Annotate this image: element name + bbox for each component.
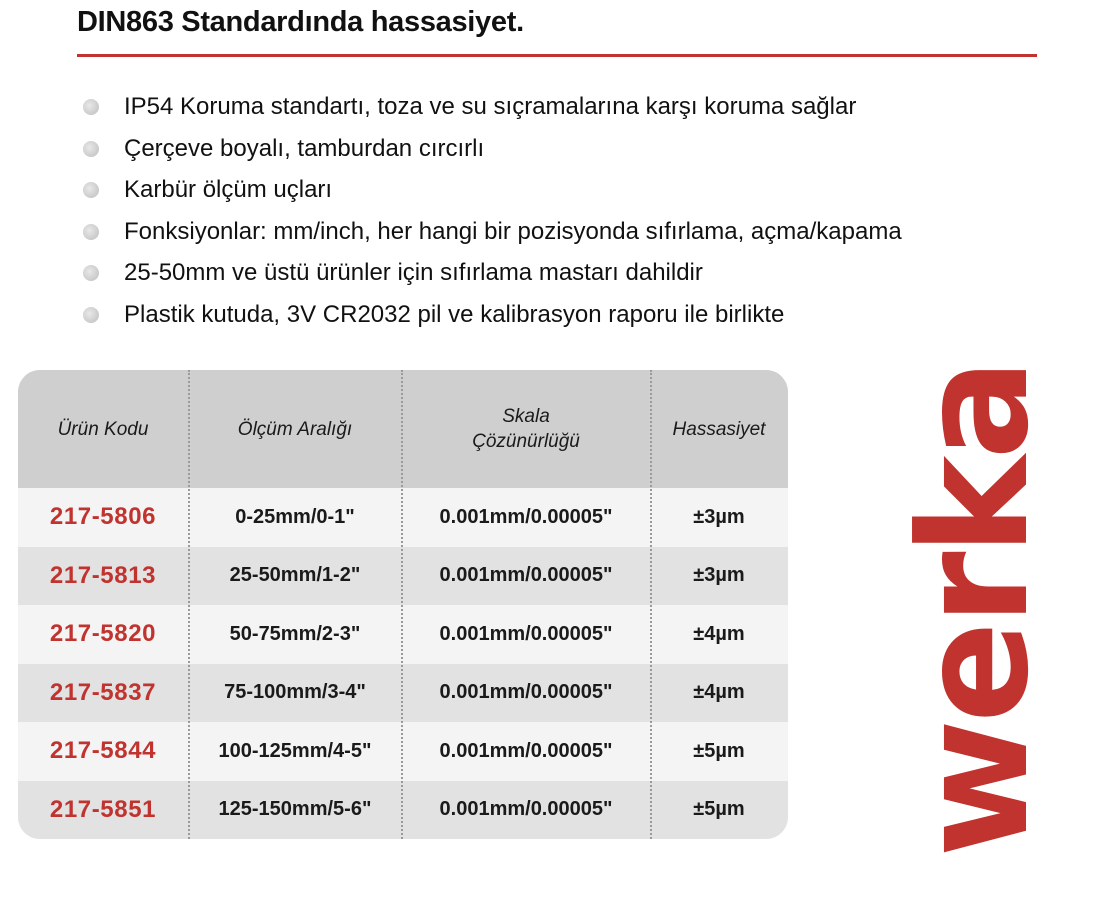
bullet-icon	[83, 224, 99, 240]
product-code: 217-5820	[49, 620, 157, 648]
feature-item	[80, 169, 902, 211]
accuracy: ±4µm	[693, 681, 745, 704]
product-code: 217-5813	[49, 561, 157, 589]
table-row	[18, 781, 788, 840]
feature-text: Karbür ölçüm uçları	[124, 176, 333, 203]
resolution-header-line1: Skala	[502, 406, 550, 427]
accuracy: ±3µm	[693, 564, 745, 587]
table-header	[18, 370, 788, 488]
feature-text: IP54 Koruma standartı, toza ve su sıçramalarına karşı koruma sağlar	[124, 93, 857, 120]
table-row	[18, 664, 788, 723]
bullet-icon	[83, 265, 99, 281]
feature-item	[80, 252, 902, 294]
measuring-range: 100-125mm/4-5"	[218, 739, 372, 762]
scale-resolution: 0.001mm/0.00005"	[439, 681, 613, 704]
measuring-range: 125-150mm/5-6"	[218, 798, 372, 821]
feature-item	[80, 211, 902, 253]
measuring-range: 50-75mm/2-3"	[229, 622, 361, 645]
column-header-range: Ölçüm Aralığı	[237, 418, 353, 440]
measuring-range: 0-25mm/0-1"	[235, 505, 355, 528]
product-code: 217-5851	[49, 795, 157, 823]
scale-resolution: 0.001mm/0.00005"	[439, 739, 613, 762]
column-header-accuracy: Hassasiyet	[672, 418, 766, 440]
scale-resolution: 0.001mm/0.00005"	[439, 564, 613, 587]
product-code: 217-5837	[49, 678, 157, 706]
feature-text: 25-50mm ve üstü ürünler için sıfırlama mastarı dahildir	[124, 259, 703, 286]
column-divider	[188, 370, 190, 839]
measuring-range: 25-50mm/1-2"	[229, 564, 361, 587]
table-row	[18, 547, 788, 606]
feature-text: Fonksiyonlar: mm/inch, her hangi bir pozisyonda sıfırlama, açma/kapama	[124, 217, 902, 245]
column-divider	[401, 370, 403, 839]
page-title: DIN863 Standardında hassasiyet.	[77, 6, 524, 38]
scale-resolution: 0.001mm/0.00005"	[439, 505, 613, 528]
brand-wordmark: werka	[888, 362, 1062, 858]
feature-text: Çerçeve boyalı, tamburdan cırcırlı	[124, 134, 485, 162]
product-code: 217-5844	[49, 737, 157, 765]
feature-text: Plastik kutuda, 3V CR2032 pil ve kalibrasyon raporu ile birlikte	[124, 300, 785, 328]
bullet-icon	[83, 182, 99, 198]
scale-resolution: 0.001mm/0.00005"	[439, 622, 613, 645]
measuring-range: 75-100mm/3-4"	[224, 681, 366, 704]
column-header-code: Ürün Kodu	[57, 418, 149, 440]
scale-resolution: 0.001mm/0.00005"	[439, 798, 613, 821]
column-header-resolution	[402, 370, 650, 488]
accuracy: ±4µm	[693, 622, 745, 645]
table-row	[18, 722, 788, 781]
feature-item	[80, 128, 902, 170]
resolution-header-line2: Çözünürlüğü	[472, 431, 580, 452]
bullet-icon	[83, 99, 99, 115]
brand-logo	[888, 360, 1062, 860]
accuracy: ±5µm	[693, 739, 745, 762]
feature-list	[80, 86, 902, 335]
title-divider	[77, 54, 1037, 57]
bullet-icon	[83, 307, 99, 323]
accuracy: ±3µm	[693, 505, 745, 528]
feature-item	[80, 294, 902, 336]
column-divider	[650, 370, 652, 839]
accuracy: ±5µm	[693, 798, 745, 821]
bullet-icon	[83, 141, 99, 157]
table-row	[18, 488, 788, 547]
product-table	[18, 370, 788, 839]
product-code: 217-5806	[49, 503, 157, 531]
table-row	[18, 605, 788, 664]
feature-item	[80, 86, 902, 128]
